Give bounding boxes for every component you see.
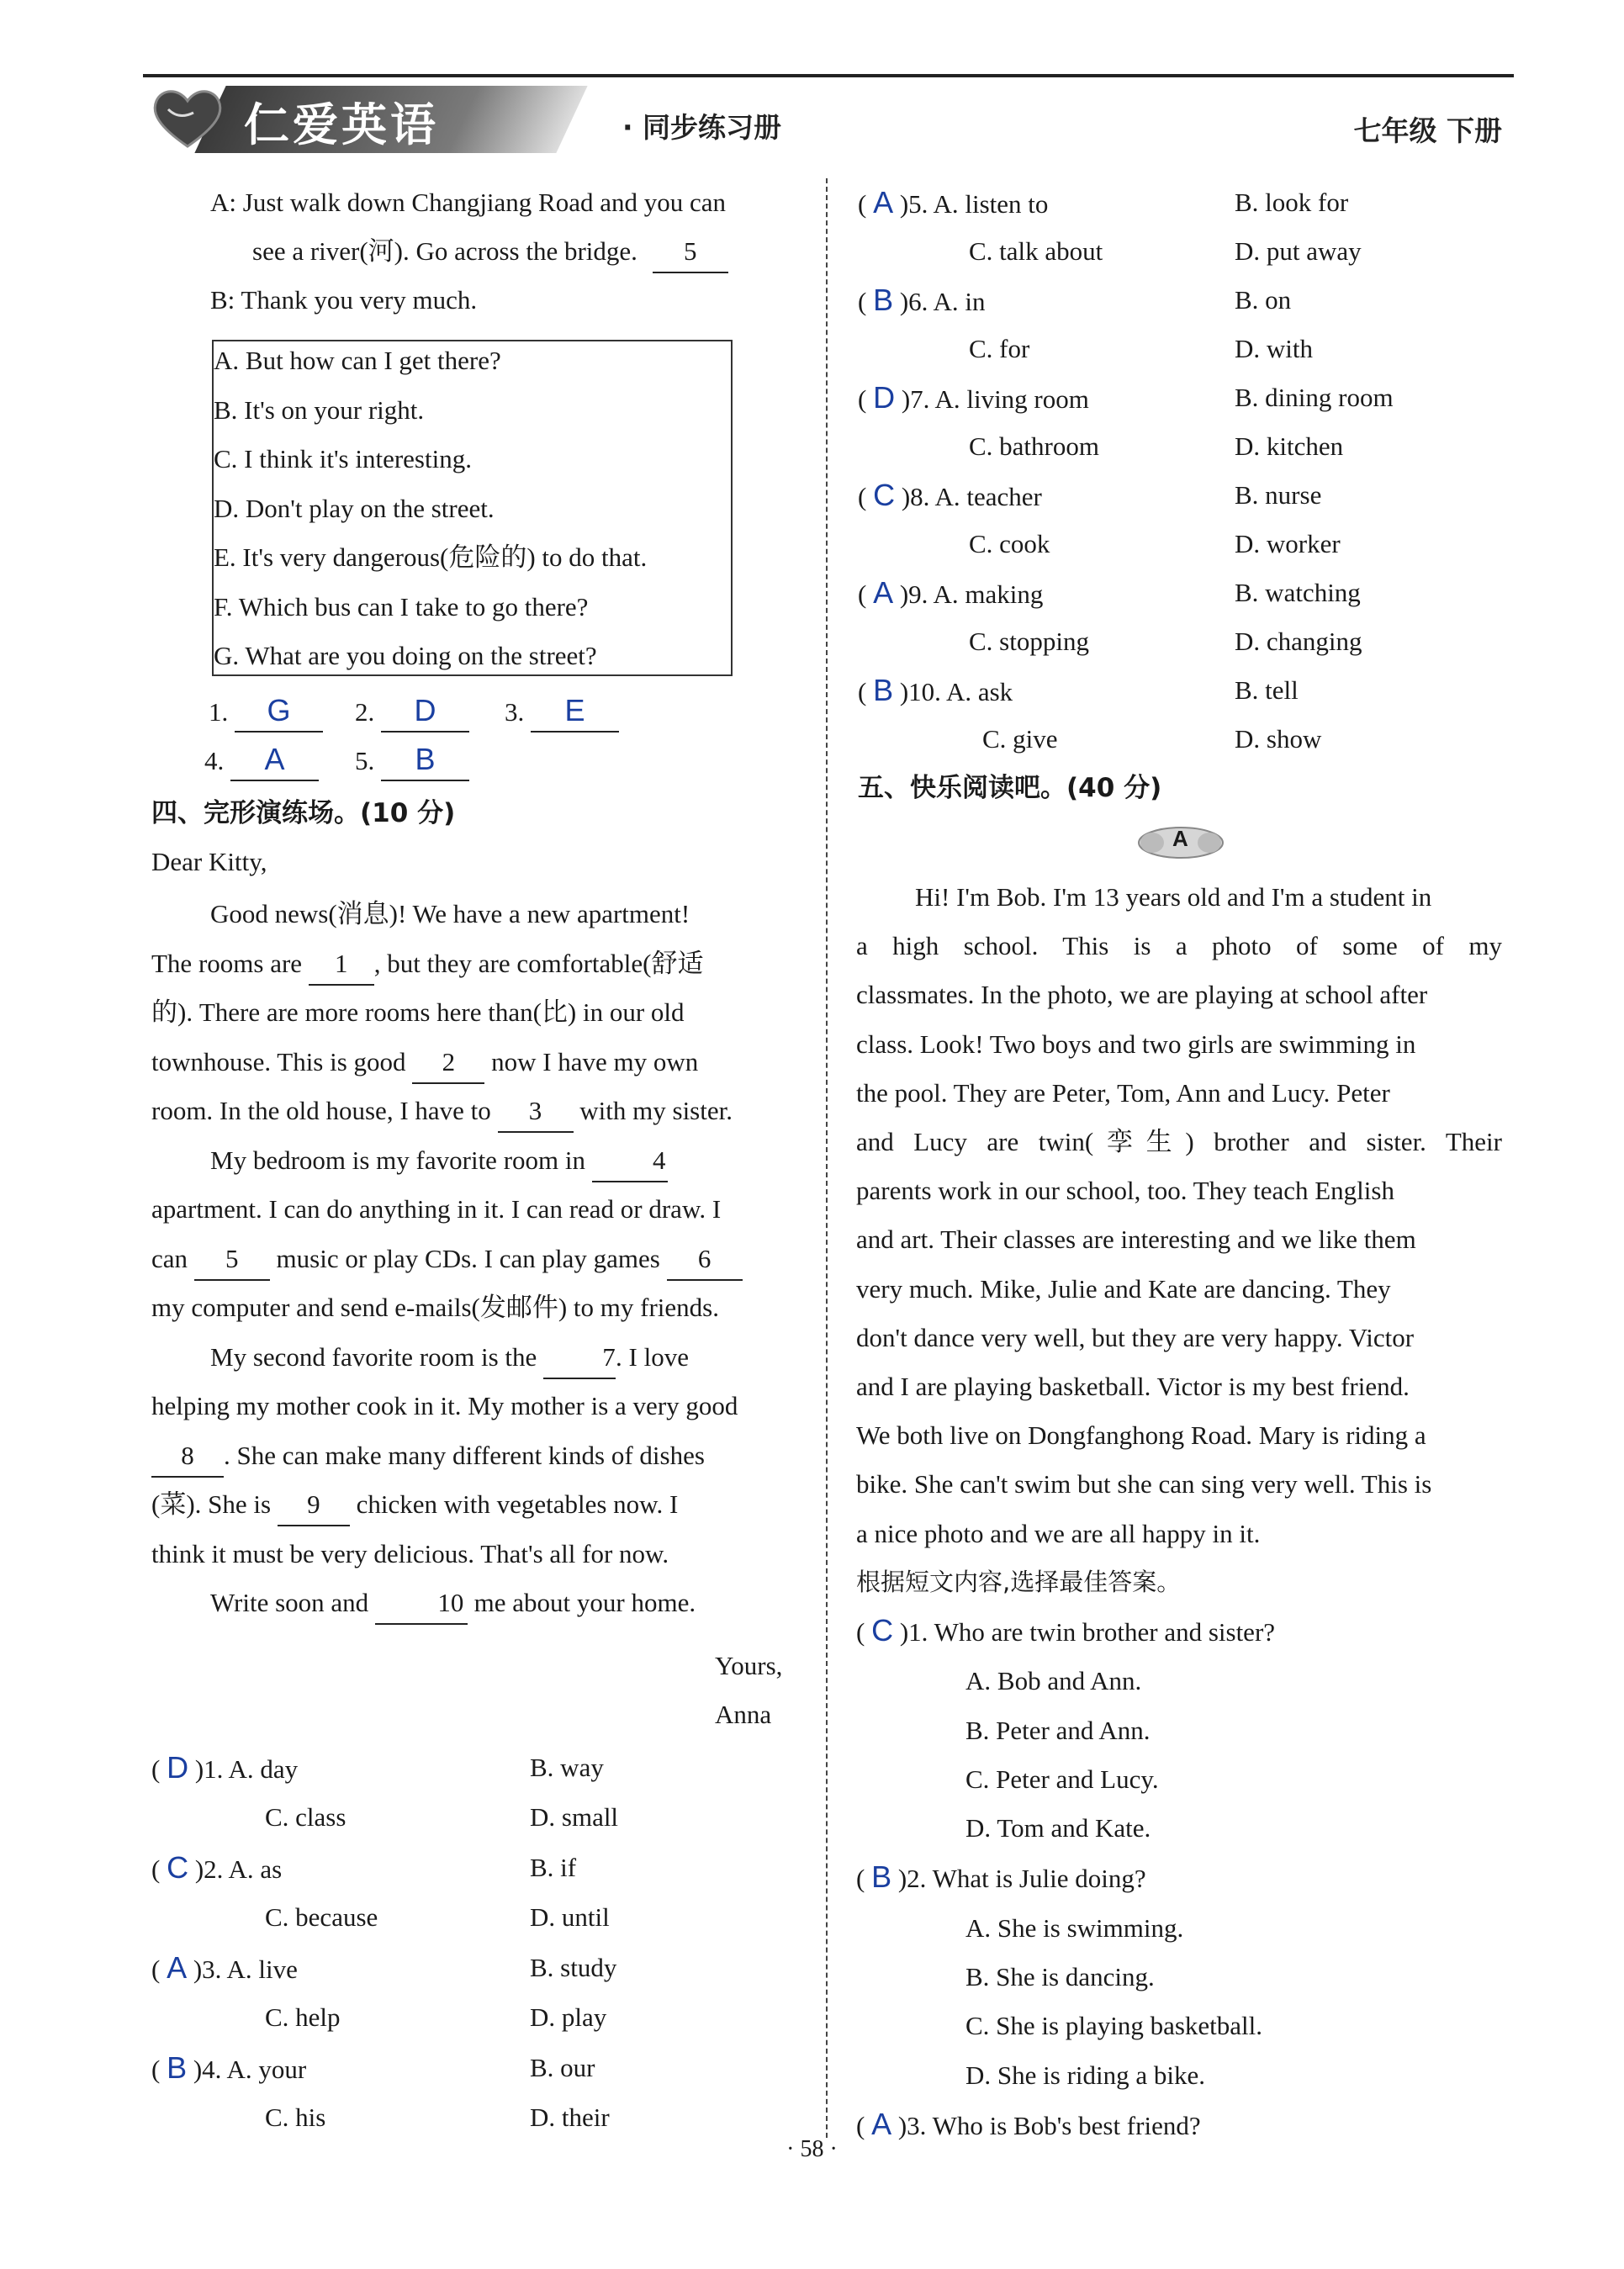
option-b: B. on <box>1235 285 1292 315</box>
option-d: D. small <box>530 1802 619 1832</box>
question-num: )7. <box>901 384 930 414</box>
cloze-text: music or play CDs. I can play games <box>276 1243 660 1273</box>
option-a: A. day <box>228 1754 299 1784</box>
cloze-line: helping my mother cook in it. My mother is a very good <box>151 1391 738 1420</box>
dialogue-b-line: B: Thank you very much. <box>210 285 478 315</box>
passage-line: bike. She can't swim but she can sing very well. This is <box>856 1469 1432 1499</box>
cloze-text: with my sister. <box>579 1096 733 1125</box>
question-num: )5. <box>899 189 928 219</box>
cloze-line <box>151 1431 797 1481</box>
cloze-text: Write soon and <box>210 1588 369 1617</box>
option-b: B. dining room <box>1235 383 1394 412</box>
cloze-text: (菜). She is <box>151 1489 272 1519</box>
option-d: D. play <box>530 2002 607 2032</box>
option-c: C. bathroom <box>969 431 1099 461</box>
question-answer: A <box>871 2106 892 2141</box>
options-list <box>214 336 647 681</box>
box-answer-num: 4. <box>204 746 225 775</box>
option-a: A. making <box>933 579 1044 609</box>
cloze-text: The rooms are <box>151 948 303 978</box>
box-answer-value: G <box>235 690 323 733</box>
cloze-text: now I have my own <box>491 1046 699 1076</box>
reading-instruction: 根据短文内容,选择最佳答案。 <box>856 1568 1182 1596</box>
cloze-text: townhouse. This is good <box>151 1046 406 1076</box>
question-answer: B <box>871 1859 892 1895</box>
passage-line: parents work in our school, too. They teach English <box>856 1176 1394 1206</box>
option-a: A. in <box>933 287 986 316</box>
passage-line: class. Look! Two boys and two girls are swimming in <box>856 1029 1416 1059</box>
question-answer: C <box>871 1613 894 1648</box>
question-option: C. Peter and Lucy. <box>965 1764 1159 1794</box>
option-c: C. stopping <box>969 627 1089 656</box>
option-b: B. if <box>530 1853 577 1882</box>
box-answer-value: D <box>381 690 469 733</box>
dialogue-a-line1: A: Just walk down Changjiang Road and you can <box>210 188 727 217</box>
box-answer-4 <box>204 737 319 785</box>
option-a: A. your <box>226 2055 307 2084</box>
option-d: D. kitchen <box>1235 431 1344 461</box>
box-answer-value: E <box>531 690 619 733</box>
option-d: D. Don't play on the street. <box>214 493 495 523</box>
cloze-text: My second favorite room is the <box>210 1341 537 1372</box>
option-c: C. I think it's interesting. <box>214 444 472 473</box>
cloze-text: . She can make many different kinds of dishes <box>224 1440 705 1470</box>
passage-line: classmates. In the photo, we are playing at school after <box>856 980 1428 1010</box>
question-answer: B <box>873 673 894 707</box>
question-num: )8. <box>901 482 930 511</box>
option-c: C. his <box>265 2102 326 2132</box>
letter-greeting: Dear Kitty, <box>151 847 267 876</box>
reading-passage <box>856 873 1502 1558</box>
cloze-blank-8: 8 <box>151 1436 224 1478</box>
box-answer-5 <box>355 737 469 785</box>
heart-logo-icon <box>150 84 225 150</box>
passage-line: and art. Their classes are interesting and we like them <box>856 1224 1416 1255</box>
cloze-blank-5: 5 <box>194 1239 270 1281</box>
option-b: B. It's on your right. <box>214 394 425 425</box>
question-answer: D <box>167 1750 189 1785</box>
passage-line: We both live on Dongfanghong Road. Mary is riding a <box>856 1420 1426 1451</box>
question-option: D. She is riding a bike. <box>965 2060 1205 2090</box>
question-answer: B <box>167 2050 188 2085</box>
option-a: A. live <box>226 1954 298 1984</box>
option-c: C. talk about <box>969 236 1103 266</box>
section4-title: 四、完形演练场。(10 分) <box>151 798 456 828</box>
cloze-line <box>151 1333 797 1383</box>
header-rule <box>143 74 1514 77</box>
option-a: A. ask <box>945 677 1013 706</box>
blank-5: 5 <box>653 231 728 273</box>
brand-title: 仁爱英语 <box>244 98 439 151</box>
option-d: D. worker <box>1235 529 1341 558</box>
passage-line: Hi! I'm Bob. I'm 13 years old and I'm a student in <box>915 882 1432 912</box>
question-answer: A <box>167 1950 188 1985</box>
cloze-text: room. In the old house, I have to <box>151 1096 491 1125</box>
cloze-blank-2: 2 <box>412 1042 484 1084</box>
question-row: ( B )2. What is Julie doing? <box>856 1859 1146 1895</box>
box-answer-num: 2. <box>355 697 375 727</box>
option-b: B. our <box>530 2053 595 2082</box>
option-e: E. It's very dangerous(危险的) to do that. <box>214 542 648 572</box>
question-answer: C <box>873 478 896 512</box>
option-d: D. until <box>530 1902 610 1932</box>
option-b: B. nurse <box>1235 480 1322 510</box>
cloze-blank-7: 7 <box>543 1337 616 1379</box>
question-option: A. Bob and Ann. <box>965 1666 1142 1696</box>
option-b: B. look for <box>1235 188 1349 217</box>
box-answer-2 <box>355 688 469 737</box>
cloze-line <box>151 1235 797 1284</box>
box-answer-value: B <box>381 739 469 781</box>
question-answer: A <box>873 185 894 219</box>
question-option: C. She is playing basketball. <box>965 2011 1263 2041</box>
column-divider <box>826 178 828 2138</box>
option-d: D. show <box>1235 724 1322 754</box>
question-row: ( A )3. Who is Bob's best friend? <box>856 2106 1201 2141</box>
cloze-text: . I love <box>616 1341 689 1372</box>
box-answer-1 <box>209 688 323 737</box>
passage-line: and I are playing basketball. Victor is my best friend. <box>856 1372 1410 1402</box>
option-d: D. put away <box>1235 236 1362 266</box>
cloze-text: chicken with vegetables now. I <box>356 1489 679 1519</box>
box-answer-num: 3. <box>505 697 525 727</box>
cloze-line <box>151 1579 797 1628</box>
letter-closing: Yours, <box>715 1651 783 1680</box>
section5-title: 五、快乐阅读吧。(40 分) <box>858 773 1162 803</box>
question-answer: C <box>167 1850 189 1885</box>
option-b: B. watching <box>1235 578 1361 607</box>
cloze-text: me about your home. <box>473 1588 696 1617</box>
cloze-passage <box>151 890 797 1628</box>
cloze-line <box>151 1480 797 1530</box>
cloze-blank-6: 6 <box>667 1239 743 1281</box>
option-g: G. What are you doing on the street? <box>214 641 597 670</box>
passage-line: don't dance very well, but they are very happy. Victor <box>856 1322 1415 1352</box>
cloze-line <box>151 939 797 989</box>
cloze-text: can <box>151 1243 188 1273</box>
option-d: D. with <box>1235 334 1313 363</box>
cloze-line: think it must be very delicious. That's all for now. <box>151 1538 669 1568</box>
question-option: A. She is swimming. <box>965 1912 1184 1943</box>
question-num: )6. <box>899 287 928 316</box>
book-subtitle: · 同步练习册 <box>622 111 782 144</box>
cloze-blank-1: 1 <box>309 944 374 986</box>
question-text: )2. What is Julie doing? <box>897 1864 1146 1894</box>
reading-questions <box>856 1606 1275 2150</box>
option-b: B. study <box>530 1953 617 1982</box>
question-text: )3. Who is Bob's best friend? <box>897 2110 1201 2140</box>
cloze-blank-3: 3 <box>498 1091 574 1133</box>
cloze-line: apartment. I can do anything in it. I can read or draw. I <box>151 1194 722 1224</box>
box-answer-3 <box>505 688 619 737</box>
option-c: C. class <box>265 1802 346 1832</box>
page-number: · 58 · <box>786 2136 838 2162</box>
cloze-line <box>151 1136 797 1186</box>
cloze-line <box>151 1087 797 1136</box>
question-option: B. She is dancing. <box>965 1962 1155 1992</box>
question-answer: A <box>873 575 894 610</box>
question-text: )1. Who are twin brother and sister? <box>899 1617 1276 1647</box>
option-c: C. because <box>265 1902 378 1932</box>
letter-signature: Anna <box>715 1700 772 1729</box>
question-num: )1. <box>194 1754 224 1784</box>
box-answer-num: 1. <box>209 697 229 727</box>
option-a: A. But how can I get there? <box>214 346 501 375</box>
cloze-text: My bedroom is my favorite room in <box>210 1145 585 1175</box>
option-a: A. as <box>228 1854 283 1884</box>
box-answer-value: A <box>230 739 319 781</box>
cloze-line <box>151 1038 797 1087</box>
passage-line: and Lucy are twin(孪生) brother and sister. Their <box>856 1127 1502 1157</box>
passage-line: very much. Mike, Julie and Kate are dancing. They <box>856 1273 1391 1304</box>
option-d: D. changing <box>1235 627 1362 656</box>
option-c: C. cook <box>969 529 1050 558</box>
option-c: C. give <box>982 724 1058 754</box>
question-row: ( C )1. Who are twin brother and sister? <box>856 1613 1276 1648</box>
option-c: C. help <box>265 2002 341 2032</box>
question-num: )4. <box>193 2055 222 2084</box>
cloze-line: my computer and send e-mails(发邮件) to my friends. <box>151 1293 719 1322</box>
option-f: F. Which bus can I take to go there? <box>214 591 589 621</box>
option-b: B. tell <box>1235 675 1299 705</box>
passage-label: A <box>1172 826 1188 851</box>
passage-line: a high school. This is a photo of some of my <box>856 931 1502 961</box>
option-d: D. their <box>530 2102 610 2132</box>
option-b: B. way <box>530 1753 604 1782</box>
question-num: )10. <box>899 677 941 706</box>
cloze-line: 的). There are more rooms here than(比) in our old <box>151 997 685 1027</box>
dialogue-a-line2 <box>252 227 728 276</box>
option-a: A. listen to <box>933 189 1049 219</box>
option-a: A. teacher <box>934 482 1042 511</box>
passage-line: the pool. They are Peter, Tom, Ann and Lucy. Peter <box>856 1077 1390 1108</box>
question-answer: B <box>873 283 894 317</box>
question-num: )9. <box>899 579 928 609</box>
option-c: C. for <box>969 334 1030 363</box>
grade-label: 七年级 下册 <box>1353 114 1502 147</box>
cloze-text: , but they are comfortable(舒适 <box>373 948 704 978</box>
question-answer: D <box>873 380 896 415</box>
question-option: D. Tom and Kate. <box>965 1813 1151 1843</box>
cloze-blank-4: 4 <box>592 1140 668 1182</box>
question-option: B. Peter and Ann. <box>965 1715 1151 1745</box>
option-a: A. living room <box>934 384 1089 414</box>
box-answer-num: 5. <box>355 746 375 775</box>
passage-line: a nice photo and we are all happy in it. <box>856 1518 1261 1548</box>
dialogue-a-line2-text: see a river(河). Go across the bridge. <box>252 236 637 266</box>
cloze-blank-10: 10 <box>375 1583 468 1625</box>
cloze-blank-9: 9 <box>278 1484 350 1526</box>
question-num: )3. <box>193 1954 222 1984</box>
question-num: )2. <box>194 1854 224 1884</box>
cloze-line: Good news(消息)! We have a new apartment! <box>210 899 690 928</box>
